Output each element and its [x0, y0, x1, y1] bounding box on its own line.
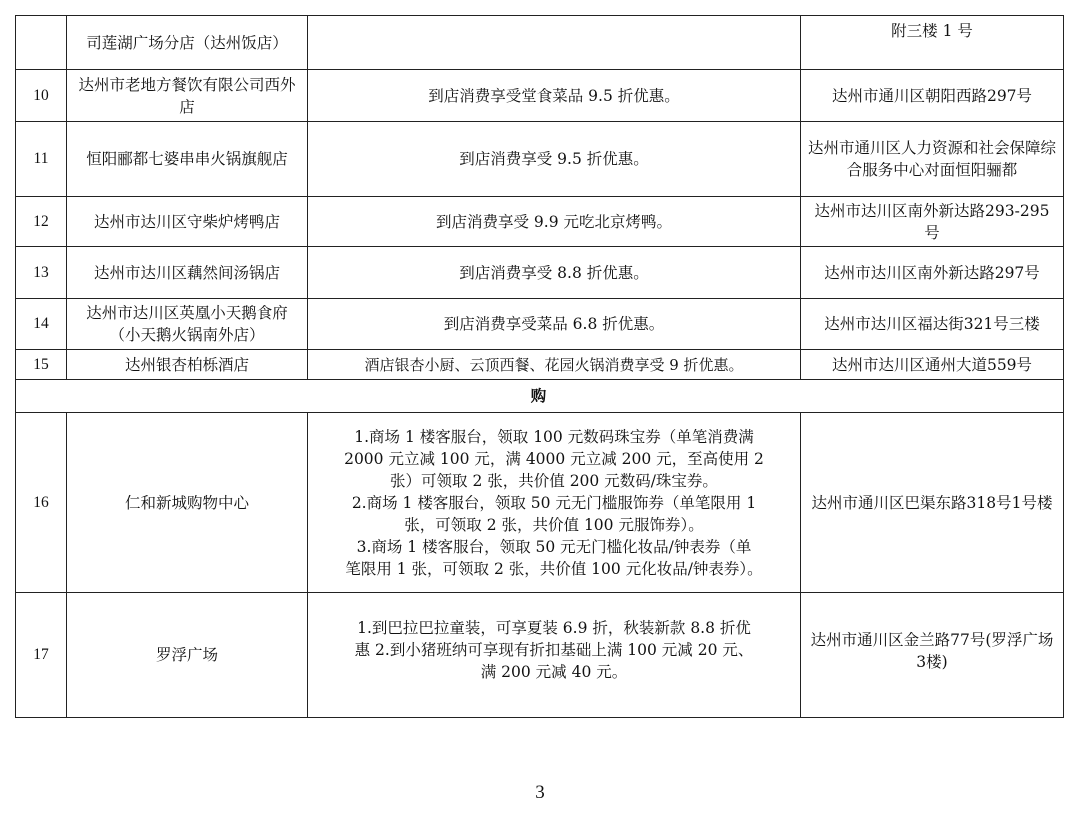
table-row	[16, 299, 1064, 350]
offer-text: 酒店银杏小厨、云顶西餐、花园火锅消费享受 9 折优惠。	[308, 350, 801, 380]
offer-line: 1.商场 1 楼客服台，领取 100 元数码珠宝券（单笔消费满	[354, 427, 754, 446]
offer-text	[308, 16, 801, 70]
offer-line: 1.到巴拉巴拉童装，可享夏装 6.9 折，秋装新款 8.8 折优	[357, 619, 751, 637]
offer-text: 到店消费享受堂食菜品 9.5 折优惠。	[308, 70, 801, 122]
table-row	[16, 197, 1064, 247]
offer-line: 3.商场 1 楼客服台，领取 50 元无门槛化妆品/钟表券（单	[356, 537, 752, 556]
merchant-address: 达州市达川区南外新达路297号	[801, 247, 1064, 299]
row-number: 13	[16, 247, 67, 299]
merchant-address: 达州市通川区金兰路77号(罗浮广场3楼)	[801, 593, 1064, 718]
merchant-address: 达州市通川区巴渠东路318号1号楼	[801, 413, 1064, 593]
section-row	[16, 380, 1064, 413]
offer-text	[308, 413, 801, 593]
merchant-name: 达州银杏柏栎酒店	[67, 350, 308, 380]
merchant-address: 达州市通川区人力资源和社会保障综合服务中心对面恒阳骊都	[801, 122, 1064, 197]
row-number: 16	[16, 413, 67, 593]
offer-text: 到店消费享受 8.8 折优惠。	[308, 247, 801, 299]
offer-line: 2.商场 1 楼客服台，领取 50 元无门槛服饰券（单笔限用 1	[351, 493, 757, 512]
table-row	[16, 16, 1064, 70]
merchant-table	[15, 15, 1064, 718]
merchant-name: 罗浮广场	[67, 593, 308, 718]
merchant-address: 达州市达川区南外新达路293-295 号	[801, 197, 1064, 247]
offer-text	[308, 593, 801, 718]
offer-line: 2000 元立减 100 元，满 4000 元立减 200 元，至高使用 2	[344, 449, 764, 468]
table-row	[16, 413, 1064, 593]
merchant-name: 达州市老地方餐饮有限公司西外店	[67, 70, 308, 122]
row-number: 12	[16, 197, 67, 247]
row-number: 17	[16, 593, 67, 718]
table-row	[16, 350, 1064, 380]
merchant-address: 达州市通川区朝阳西路297号	[801, 70, 1064, 122]
offer-line: 张，可领取 2 张，共价值 100 元服饰券）。	[404, 515, 704, 534]
section-title: 购	[16, 380, 1064, 413]
table-row	[16, 70, 1064, 122]
merchant-name: 达州市达川区藕然间汤锅店	[67, 247, 308, 299]
merchant-name: 司莲湖广场分店（达州饭店）	[67, 16, 308, 70]
offer-line: 笔限用 1 张，可领取 2 张，共价值 100 元化妆品/钟表券）。	[345, 559, 763, 578]
table-row	[16, 122, 1064, 197]
merchant-name: 达州市达川区守柴炉烤鸭店	[67, 197, 308, 247]
row-number: 14	[16, 299, 67, 350]
merchant-name: 仁和新城购物中心	[67, 413, 308, 593]
table-row	[16, 593, 1064, 718]
row-number: 15	[16, 350, 67, 380]
merchant-name: 恒阳郦都七婆串串火锅旗舰店	[67, 122, 308, 197]
offer-text: 到店消费享受菜品 6.8 折优惠。	[308, 299, 801, 350]
offer-text: 到店消费享受 9.9 元吃北京烤鸭。	[308, 197, 801, 247]
merchant-address: 达州市达川区福达街321号三楼	[801, 299, 1064, 350]
row-number	[16, 16, 67, 70]
row-number: 11	[16, 122, 67, 197]
offer-text: 到店消费享受 9.5 折优惠。	[308, 122, 801, 197]
offer-line: 惠 2.到小猪班纳可享现有折扣基础上满 100 元减 20 元、	[354, 641, 754, 659]
table-row	[16, 247, 1064, 299]
merchant-name: 达州市达川区英凰小天鹅食府（小天鹅火锅南外店）	[67, 299, 308, 350]
page-number: 3	[535, 782, 545, 803]
offer-line: 满 200 元减 40 元。	[480, 663, 628, 681]
merchant-address: 附三楼 1 号	[801, 16, 1064, 70]
offer-line: 张）可领取 2 张，共价值 200 元数码/珠宝券。	[390, 471, 718, 490]
row-number: 10	[16, 70, 67, 122]
merchant-address: 达州市达川区通州大道559号	[801, 350, 1064, 380]
